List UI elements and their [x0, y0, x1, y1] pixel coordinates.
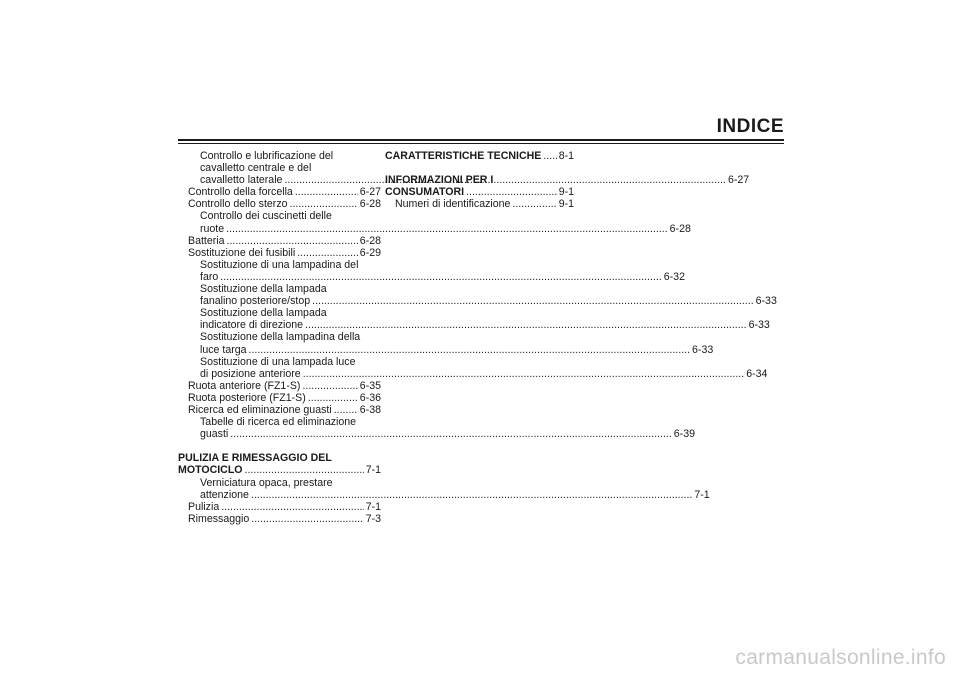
toc-page-number: 9-1 [558, 186, 574, 199]
toc-page-number: 6-28 [359, 198, 381, 211]
toc-dot-leader [305, 319, 747, 331]
toc-entry-text: cavalletto centrale e del [200, 162, 312, 175]
toc-entry-text: Numeri di identificazione [395, 198, 511, 211]
toc-dot-leader [220, 271, 662, 283]
toc-dot-leader [295, 186, 358, 198]
toc-line [178, 162, 381, 174]
toc-line [178, 477, 381, 489]
header-rule-thick [178, 139, 784, 141]
toc-entry[interactable] [178, 464, 381, 476]
toc-dot-leader [466, 186, 557, 198]
toc-entry[interactable] [178, 235, 381, 247]
toc-entry-text: Controllo dello sterzo [188, 198, 288, 211]
toc-page-number: 6-35 [359, 379, 381, 392]
toc-entry[interactable] [178, 513, 381, 525]
toc-page-number: 6-27 [359, 186, 381, 199]
toc-line [178, 356, 381, 368]
toc-entry-text: Sostituzione della lampada [200, 283, 327, 296]
toc-entry[interactable] [178, 488, 710, 501]
toc-dot-leader [543, 150, 556, 162]
toc-entry-text: Sostituzione dei fusibili [188, 246, 296, 259]
toc-entry-text: Tabelle di ricerca ed eliminazione [200, 416, 357, 429]
toc-line [178, 210, 381, 222]
toc-page-number: 7-1 [365, 464, 381, 477]
toc-entry[interactable] [178, 367, 768, 380]
toc-dot-leader [303, 368, 745, 380]
toc-entry-text: Controllo e lubrificazione del [200, 150, 334, 162]
toc-page-number: 6-33 [748, 319, 770, 332]
toc-entry-text: CARATTERISTICHE TECNICHE [385, 150, 542, 162]
toc-entry-text: Batteria [188, 234, 225, 247]
toc-entry[interactable] [178, 247, 381, 259]
toc-dot-leader [230, 428, 672, 440]
toc-entry[interactable] [178, 343, 714, 356]
toc-entry-text: attenzione [200, 488, 249, 501]
toc-entry-text: guasti [200, 428, 229, 441]
toc-page-number: 6-27 [727, 174, 750, 187]
toc-dot-leader [308, 392, 358, 404]
toc-page-number: 6-34 [746, 367, 768, 380]
toc-entry-text: indicatore di direzione [200, 319, 304, 332]
toc-entry-text: Controllo della forcella [188, 186, 293, 199]
toc-entry-text: Pulizia [188, 500, 220, 513]
toc-page-number: 6-28 [669, 222, 691, 235]
toc-dot-leader [512, 198, 556, 210]
toc-page-number: 7-1 [694, 488, 710, 501]
toc-entry-text: fanalino posteriore/stop [200, 295, 311, 308]
toc-spacer [385, 162, 574, 174]
toc-entry-text: Verniciatura opaca, prestare [200, 476, 333, 489]
toc-entry-text: Ruota anteriore (FZ1-S) [188, 379, 301, 392]
toc-page-number: 6-33 [755, 295, 777, 308]
toc-spacer [178, 440, 381, 452]
toc-line [178, 331, 381, 343]
toc-right-column [385, 150, 574, 210]
toc-entry-text: Ricerca ed eliminazione guasti [188, 403, 332, 416]
toc-line [178, 150, 381, 162]
toc-entry-text: di posizione anteriore [200, 367, 301, 380]
toc-page-number: 7-1 [365, 500, 381, 513]
toc-entry-text: Sostituzione di una lampada luce [200, 355, 356, 368]
toc-entry[interactable] [178, 186, 381, 198]
toc-dot-leader [297, 247, 358, 259]
toc-page-number: 6-36 [359, 391, 381, 404]
toc-entry[interactable] [178, 501, 381, 513]
toc-entry[interactable] [178, 222, 691, 235]
toc-dot-leader [334, 404, 358, 416]
toc-entry-text: Sostituzione di una lampadina del [200, 258, 359, 271]
toc-entry-text: Sostituzione della lampadina della [200, 331, 361, 344]
toc-dot-leader [221, 501, 363, 513]
toc-entry-text: cavalletto laterale [200, 174, 283, 187]
page-title: INDICE [716, 116, 784, 137]
toc-line [178, 452, 381, 464]
toc-dot-leader [251, 489, 693, 501]
toc-line [178, 416, 381, 428]
toc-entry[interactable] [178, 392, 381, 404]
toc-page-number: 6-39 [673, 428, 695, 441]
toc-dot-leader [302, 380, 357, 392]
toc-entry-text: Controllo dei cuscinetti delle [200, 210, 332, 223]
toc-line [178, 307, 381, 319]
toc-dot-leader [312, 295, 754, 307]
toc-entry-text: Ruota posteriore (FZ1-S) [188, 391, 306, 404]
toc-entry-text: CONSUMATORI [385, 186, 465, 199]
toc-page-number: 6-32 [663, 270, 685, 283]
toc-entry-text: Sostituzione della lampada [200, 307, 327, 320]
toc-entry-text: luce targa [200, 343, 247, 356]
toc-dot-leader [226, 223, 668, 235]
toc-line [385, 174, 574, 186]
watermark: carmanualsonline.info [735, 646, 946, 669]
toc-page-number: 6-33 [692, 343, 714, 356]
toc-dot-leader [251, 513, 363, 525]
toc-entry[interactable] [178, 198, 381, 210]
toc-page-number: 9-1 [558, 198, 574, 211]
toc-entry-text: MOTOCICLO [178, 464, 243, 477]
toc-page-number: 7-3 [365, 512, 381, 525]
toc-entry[interactable] [385, 198, 574, 210]
toc-entry[interactable] [178, 270, 685, 283]
toc-page-number: 6-38 [359, 403, 381, 416]
toc-entry[interactable] [178, 319, 770, 332]
toc-page-number: 6-29 [359, 246, 381, 259]
toc-line [178, 259, 381, 271]
toc-dot-leader [227, 235, 358, 247]
toc-dot-leader [249, 344, 691, 356]
toc-entry[interactable] [178, 380, 381, 392]
toc-line [178, 283, 381, 295]
toc-entry-text: ruote [200, 222, 225, 235]
header-rule-thin [178, 143, 784, 144]
toc-page-number: 8-1 [558, 150, 574, 162]
toc-page-number: 6-28 [359, 234, 381, 247]
toc-entry-text: INFORMAZIONI PER I [385, 174, 494, 187]
toc-entry[interactable] [178, 404, 381, 416]
toc-dot-leader [245, 464, 364, 476]
toc-entry[interactable] [385, 150, 574, 162]
toc-entry-text: PULIZIA E RIMESSAGGIO DEL [178, 452, 332, 465]
toc-dot-leader [290, 198, 358, 210]
toc-entry[interactable] [178, 428, 695, 441]
toc-entry-text: faro [200, 270, 219, 283]
toc-entry[interactable] [385, 186, 574, 198]
toc-entry[interactable] [178, 295, 777, 308]
toc-entry-text: Rimessaggio [188, 512, 250, 525]
